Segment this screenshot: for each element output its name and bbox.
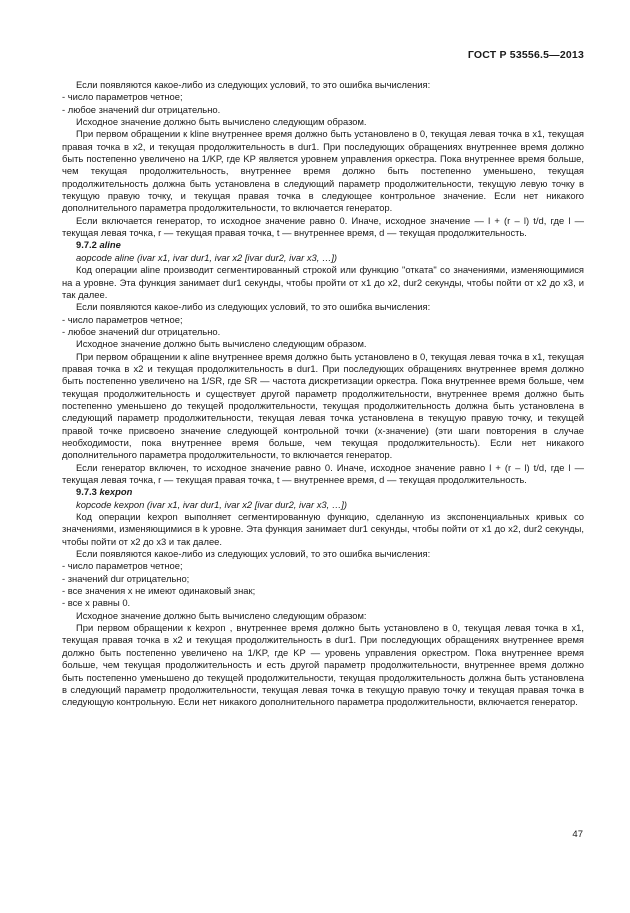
aline-generator-paragraph: Если генератор включен, то исходное значение равно 0. Иначе, исходное значение равно l + (r – l) t/d, где l — текущая левая точка, r — текущая правая точка, t — внутреннее время, d — текущая продолжительность. bbox=[62, 461, 584, 485]
section-number: 9.7.3 bbox=[76, 486, 97, 498]
kline-condition: - число параметров четное; bbox=[62, 91, 183, 103]
aline-syntax: aopcode aline (ivar x1, ivar dur1, ivar x2 [ivar dur2, ivar x3, …]) bbox=[76, 251, 338, 263]
kline-error-intro: Если появляются какое-либо из следующих условий, то это ошибка вычисления: bbox=[76, 79, 431, 90]
kexpon-first-call-paragraph: При первом обращении к kexpon , внутреннее время должно быть установлено в 0, текущая левая точка в x1, текущая правая точка в x2 и текущая продолжительность в dur1. При последующих обращениях внутреннее время должно быть постепенно увеличено на 1/KP, где KP — уровень управления оркестром. Пока внутреннее время больше, чем текущая продолжительность и есть другой параметр продолжительности, внутреннее время должно быть постепенно уменьшено до текущей продолжительности, текущая продолжительность должна быть установлена в следующий параметр продолжительности, текущая левая точка в текущую правую точку и текущая правая точка в следующую контрольную. Если нет никакого дополнительного параметра продолжительности, включается генератор. bbox=[62, 622, 584, 708]
kexpon-condition: - число параметров четное; bbox=[62, 560, 183, 572]
section-name: kexpon bbox=[99, 486, 133, 498]
kexpon-syntax: kopcode kexpon (ivar x1, ivar dur1, ivar x2 [ivar dur2, ivar x3, …]) bbox=[76, 498, 347, 510]
kexpon-condition: - все значения x не имеют одинаковый знак; bbox=[62, 585, 256, 597]
kline-condition: - любое значений dur отрицательно. bbox=[62, 103, 221, 115]
kexpon-condition: - значений dur отрицательно; bbox=[62, 572, 190, 584]
section-name: aline bbox=[99, 239, 121, 251]
aline-first-call-paragraph: При первом обращении к aline внутреннее время должно быть установлено в 0, текущая левая точка в x1, текущая правая точка в x2 и текущая продолжительность в dur1. При последующих обращениях внутреннее время должно быть постепенно увеличено на 1/SR, где SR — частота дискретизации оркестра. Пока внутреннее время больше, чем текущая продолжительность и существует другой параметр продолжительности, внутреннее время должно быть постепенно уменьшено до текущей продолжительности, текущая продолжительность должна быть установлена в следующий параметр продолжительности, текущая левая точка установлена в текущую правую точку, и текущей правой точке присвоено значение следующей контрольной точки (x-значение) (эти шаги повторения в случае необходимости, пока внутреннее время больше, чем текущая продолжительность). Если нет никакого дополнительного параметра продолжительности, то включается генератор. bbox=[62, 350, 584, 461]
page-header-standard: ГОСТ Р 53556.5—2013 bbox=[467, 49, 584, 61]
kline-first-call-paragraph: При первом обращении к kline внутреннее время должно быть установлено в 0, текущая левая точка в x1, текущая правая точка в x2, и текущая продолжительность в dur1. При последующих обращениях внутреннее время должно быть постепенно увеличено на 1/KP, где KP является уровнем управления оркестра. Пока внутреннее время больше, чем текущая продолжительность, внутреннее время должно быть постепенно уменьшено, текущая продолжительность должна быть установлена в следующий параметр продолжительности, текущую левую точку в текущую правую точку, и текущая правая точка в следующее контрольное значение. Если нет никакого дополнительного параметра продолжительности, то включается генератор. bbox=[62, 128, 584, 214]
section-number: 9.7.2 bbox=[76, 239, 97, 251]
kexpon-condition: - все x равны 0. bbox=[62, 597, 131, 609]
document-body bbox=[62, 79, 584, 709]
aline-compute-note: Исходное значение должно быть вычислено следующим образом. bbox=[76, 338, 367, 350]
aline-error-intro: Если появляются какое-либо из следующих условий, то это ошибка вычисления: bbox=[76, 301, 431, 313]
kexpon-error-intro: Если появляются какое-либо из следующих условий, то это ошибка вычисления: bbox=[76, 548, 431, 560]
kexpon-compute-note: Исходное значение должно быть вычислено следующим образом: bbox=[76, 609, 367, 621]
kexpon-description: Код операции kexpon выполняет сегментированную функцию, сделанную из экспоненциальных кривых со значениями, изменяющимися в k уровне. Эта функция занимает dur1 секунды, чтобы пойти от x1 до x2, dur2 секунды, чтобы пойти от x2 до x3 и так далее. bbox=[62, 511, 584, 547]
section-heading-aline bbox=[62, 239, 584, 251]
kline-generator-paragraph: Если включается генератор, то исходное значение равно 0. Иначе, исходное значение — l + (r – l) t/d, где l — текущая левая точка, r — текущая правая точка, t — внутреннее время, d — текущая продолжительность. bbox=[62, 214, 584, 239]
aline-condition: - любое значений dur отрицательно. bbox=[62, 325, 221, 337]
section-heading-kexpon bbox=[62, 486, 584, 498]
aline-condition: - число параметров четное; bbox=[62, 313, 183, 325]
page-number: 47 bbox=[572, 829, 583, 840]
kline-compute-note: Исходное значение должно быть вычислено следующим образом. bbox=[76, 116, 367, 128]
aline-description: Код операции aline производит сегментированный строкой или функцию "отката" со значениями, изменяющимися на a уровне. Эта функция занимает dur1 секунды, чтобы пройти от x1 до x2, dur2 секунды, чтобы пойти от x2 до x3, и так далее. bbox=[62, 264, 584, 300]
